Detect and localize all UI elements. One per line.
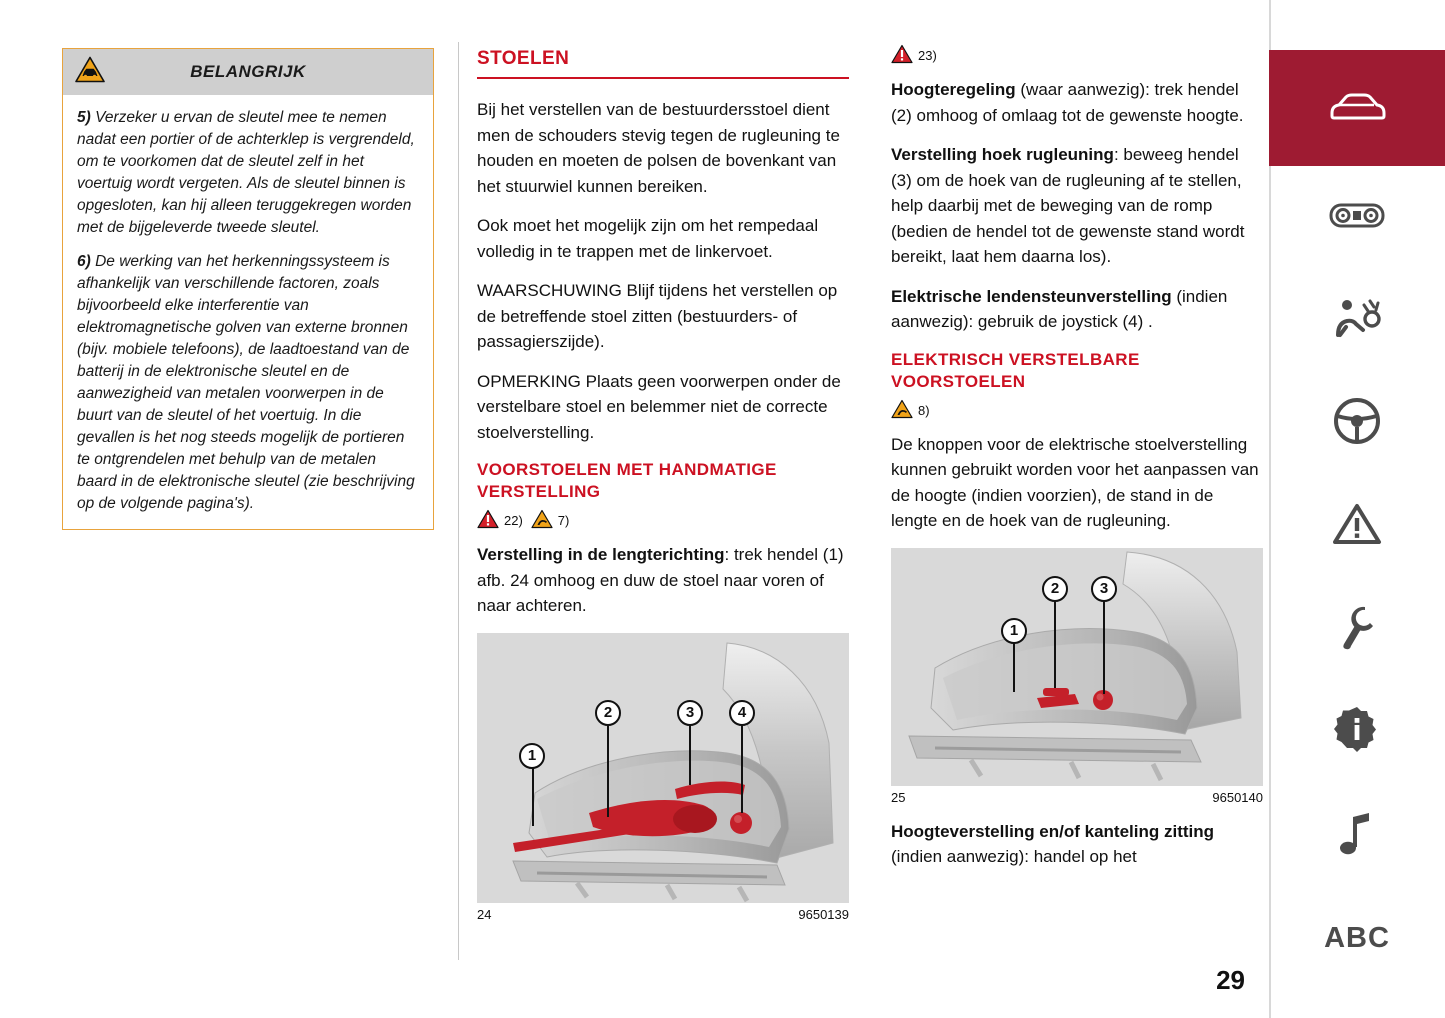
sidebar-item-safety[interactable]: [1269, 269, 1445, 372]
figure-24-caption: [477, 903, 849, 922]
caution-hand-icon: [531, 509, 553, 532]
stoelen-paragraph-3: WAARSCHUWING Blijf tijdens het verstellen op de betreffende stoel zitten (bestuurders- of passagierszijde).: [477, 281, 838, 351]
lendensteun-text: (indien aanwezig): gebruik de joystick (4) .: [891, 286, 1228, 331]
callout-3: 3: [677, 700, 703, 726]
sidebar-item-emergency[interactable]: [1269, 475, 1445, 578]
callout-1: 1: [519, 743, 545, 769]
figure-24-number: 24: [477, 906, 492, 922]
dashboard-icon: [1328, 198, 1386, 237]
marker-7: [531, 509, 570, 532]
warning-triangle-icon: [1332, 502, 1382, 551]
marker-22: [477, 509, 523, 532]
important-callout-box: [62, 48, 434, 530]
figure-25-image: [891, 548, 1263, 786]
leader-1: [532, 768, 534, 826]
hoogteverstelling-paragraph: [891, 819, 1263, 870]
marker-8: [891, 399, 930, 422]
elektrische-knoppen-paragraph: De knoppen voor de elektrische stoelverstelling kunnen gebruikt worden voor het aanpassen van de hoogte (indien voorzien), de stand in de lengte en de hoek van de rugleuning.: [891, 434, 1259, 531]
hoogteverstelling-text: (indien aanwezig): handel op het: [891, 847, 1137, 867]
callout-2: 2: [595, 700, 621, 726]
hoogteregeling-paragraph: [891, 77, 1263, 128]
chapter-sidebar: [1269, 0, 1445, 1018]
leader-1: [1013, 642, 1015, 692]
lendensteun-bold: Elektrische lendensteunverstelling: [891, 286, 1172, 306]
sidebar-icon-list: [1269, 50, 1445, 990]
page-number: 29: [1216, 965, 1245, 995]
section-heading-stoelen: STOELEN: [477, 48, 849, 79]
leader-2: [607, 725, 609, 817]
important-marker-5: 5): [77, 109, 91, 126]
figure-24-image: [477, 633, 849, 903]
important-marker-6: 6): [77, 253, 91, 270]
car-icon: [1328, 89, 1386, 128]
subheading-elektrisch-verstelbare-voorstoelen: ELEKTRISCH VERSTELBARE VOORSTOELEN: [891, 349, 1140, 391]
rugleuning-paragraph: [891, 142, 1263, 270]
important-text-6: De werking van het herkenningssysteem is afhankelijk van verschillende factoren, zoals bijvoorbeeld elke interferentie van elektromagnetische golven van externe bronnen (bijv. mobiele telefoons), de laadtoestand van de batterij in de elektronische sleutel en de aanwezigheid van metalen voorwerpen in de buurt van de sleutel of het voertuig. In die gevallen is het nog steeds mogelijk de portieren te ontgrendelen met behulp van de metalen baard in de elektronische sleutel (zie beschrijving op de volgende pagina's).: [77, 253, 415, 512]
important-title: BELANGRIJK: [190, 62, 306, 81]
sidebar-item-car[interactable]: [1269, 50, 1445, 166]
stoelen-paragraph-4: OPMERKING Plaats geen voorwerpen onder de verstelbare stoel en belemmer niet de correcte stoelverstelling.: [477, 371, 841, 442]
sidebar-item-multimedia[interactable]: [1269, 784, 1445, 887]
important-body: [63, 95, 433, 529]
figure-25: [891, 548, 1263, 805]
marker-8-label: 8): [918, 402, 930, 418]
warning-triangle-icon: [477, 509, 499, 532]
sidebar-item-maintenance[interactable]: [1269, 578, 1445, 681]
sidebar-item-technical-info[interactable]: [1269, 681, 1445, 784]
figure-25-code: 9650140: [1212, 789, 1263, 805]
music-note-icon: [1339, 809, 1375, 862]
hoogteverstelling-bold: Hoogteverstelling en/of kanteling zitting: [891, 821, 1215, 841]
figure-25-caption: [891, 786, 1263, 805]
wrench-icon: [1334, 603, 1380, 656]
lengterichting-paragraph: [477, 542, 849, 619]
info-gear-icon: [1332, 705, 1382, 760]
important-header: [63, 49, 433, 95]
rugleuning-text: : beweeg hendel (3) om de hoek van de rugleuning af te stellen, help daarbij met de beweging van de romp (bedien de hendel tot de gewenste stand wordt bereikt, laat hem daarna los).: [891, 145, 1245, 266]
warning-triangle-icon: [891, 44, 913, 67]
important-paragraph-6: [77, 251, 419, 515]
callout-1: 1: [1001, 618, 1027, 644]
sidebar-item-index[interactable]: [1269, 887, 1445, 990]
column-divider: [458, 42, 459, 960]
callout-3: 3: [1091, 576, 1117, 602]
marker-row-col3-top: [891, 44, 1263, 67]
marker-7-label: 7): [557, 513, 570, 529]
caution-hand-icon: [891, 399, 913, 422]
callout-4: 4: [729, 700, 755, 726]
marker-23: [891, 44, 937, 67]
leader-2: [1054, 600, 1056, 688]
hoogteregeling-text: (waar aanwezig): trek hendel (2) omhoog of omlaag tot de gewenste hoogte.: [891, 80, 1244, 125]
marker-23-label: 23): [918, 48, 937, 63]
stoelen-paragraph-2: Ook moet het mogelijk zijn om het rempedaal volledig in te trappen met de linkervoet.: [477, 216, 819, 261]
rugleuning-bold: Verstelling hoek rugleuning: [891, 145, 1114, 164]
important-text-5: Verzeker u ervan de sleutel mee te nemen nadat een portier of de achterklep is vergrendeld, om te voorkomen dat de sleutel zelf in het voertuig wordt vergeten. Als de sleutel binnen is opgesloten, kan hij alleen teruggekregen worden met de bijgeleverde tweede sleutel.: [77, 109, 415, 236]
figure-25-number: 25: [891, 789, 906, 805]
figure-24: [477, 633, 849, 922]
lengterichting-text: : trek hendel (1) afb. 24 omhoog en duw de stoel naar voren of naar achteren.: [477, 545, 844, 616]
leader-3: [689, 725, 691, 785]
marker-22-label: 22): [504, 513, 523, 529]
leader-3: [1103, 600, 1105, 694]
leader-4: [741, 725, 743, 813]
airbag-safety-icon: [1330, 297, 1384, 344]
hoogteregeling-bold: Hoogteregeling: [891, 80, 1016, 99]
sidebar-item-dashboard[interactable]: [1269, 166, 1445, 269]
steering-wheel-icon: [1332, 396, 1382, 451]
abc-index-icon: ABC: [1324, 922, 1390, 954]
warning-triangle-car-icon: [75, 56, 105, 89]
subheading-voorstoelen-handmatig: VOORSTOELEN MET HANDMATIGE VERSTELLING: [477, 460, 777, 502]
figure-24-code: 9650139: [798, 906, 849, 922]
lengterichting-bold: Verstelling in de lengterichting: [477, 545, 725, 565]
callout-2: 2: [1042, 576, 1068, 602]
sidebar-item-driving[interactable]: [1269, 372, 1445, 475]
important-paragraph-5: [77, 107, 419, 239]
stoelen-paragraph-1: Bij het verstellen van de bestuurdersstoel dient men de schouders stevig tegen de rugleuning te houden en moeten de polsen de bovenkant van het stuurwiel kunnen bereiken.: [477, 100, 840, 196]
marker-row-col3-mid: [891, 399, 1263, 422]
marker-row-col2: [477, 509, 849, 532]
lendensteun-paragraph: [891, 284, 1263, 335]
